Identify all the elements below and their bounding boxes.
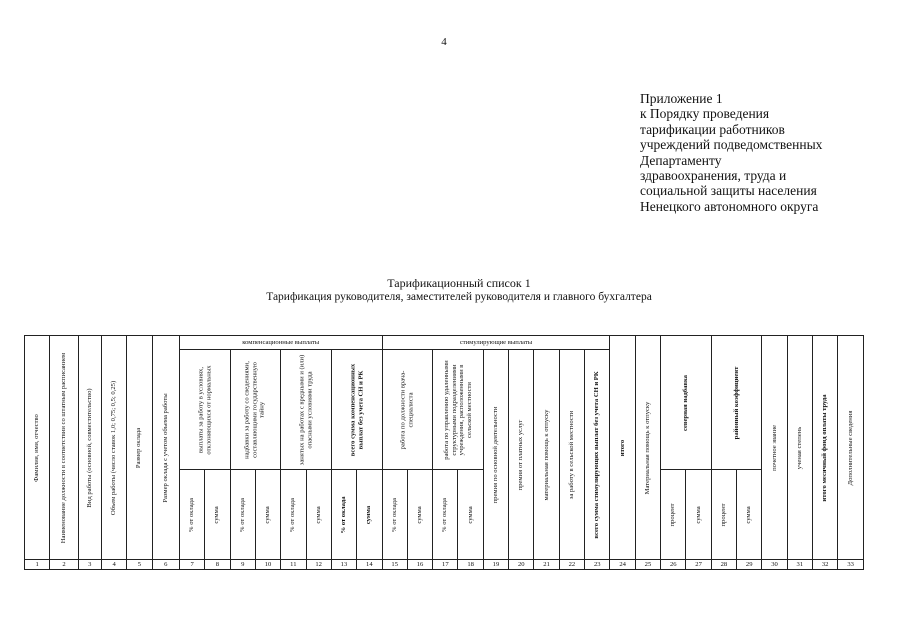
column-number: 25 [635, 560, 660, 570]
header-pct: % от оклада [281, 470, 306, 560]
column-number: 9 [230, 560, 255, 570]
header-comp-abnormal: выплаты за работу в условиях, отклоняющихся от нормальных [179, 350, 230, 470]
appendix-line: Департаменту [640, 152, 722, 168]
document-title: Тарификационный список 1 [387, 276, 531, 290]
header-honorary-title: почетное звание [762, 336, 787, 560]
column-number: 24 [610, 560, 635, 570]
header-salary-adjusted: Размер оклада с учетом объема работы [152, 336, 179, 560]
column-number: 3 [78, 560, 101, 570]
header-sum: сумма [306, 470, 331, 560]
column-number: 27 [686, 560, 711, 570]
header-district-coefficient: районный коэффициент [711, 336, 762, 470]
header-pct: % от оклада [382, 470, 407, 560]
tariff-table [24, 335, 864, 570]
header-work-type: Вид работы (основной, совместительство) [78, 336, 101, 560]
column-number: 14 [357, 560, 382, 570]
column-number: 31 [787, 560, 812, 570]
header-sum-total: сумма [357, 470, 382, 560]
column-number: 21 [534, 560, 559, 570]
appendix-line: Приложение 1 [640, 91, 723, 106]
header-pct: % от оклада [433, 470, 458, 560]
page-number: 4 [441, 36, 447, 48]
header-sum: сумма [255, 470, 280, 560]
column-number: 6 [152, 560, 179, 570]
column-number: 7 [179, 560, 204, 570]
column-number: 30 [762, 560, 787, 570]
header-academic-degree: ученая степень [787, 336, 812, 560]
column-number: 12 [306, 560, 331, 570]
header-stim-remote: работа по управлению удаленными структурными подразделениями учреждения, расположенными в сельской местности [433, 350, 484, 470]
column-number: 19 [483, 560, 508, 570]
header-sum: сумма [205, 470, 230, 560]
group-compensation: компенсационные выплаты [179, 336, 382, 350]
column-number: 33 [838, 560, 864, 570]
appendix-line: учреждений подведомственных [640, 137, 823, 153]
header-pct-total: % от оклада [331, 470, 356, 560]
column-number: 23 [585, 560, 610, 570]
header-total: итого [610, 336, 635, 560]
column-number: 1 [25, 560, 50, 570]
column-number: 16 [407, 560, 432, 570]
header-full-name: Фамилия, имя, отчество [25, 336, 50, 560]
column-number: 17 [433, 560, 458, 570]
header-stim-doctor: работа по должности врача-специалиста [382, 350, 433, 470]
header-sum: сумма [407, 470, 432, 560]
header-comp-harmful: занятых на работах с вредными и (или) опасными условиями труда [281, 350, 332, 470]
header-sum: сумма [458, 470, 483, 560]
header-additional-info: Дополнительные сведения [838, 336, 864, 560]
document-subtitle: Тарификация руководителя, заместителей руководителя и главного бухгалтера [266, 291, 652, 303]
header-material-aid: Материальная помощь к отпуску [635, 336, 660, 560]
appendix-line: тарификации работников [640, 121, 785, 137]
header-stim-total: всего сумма стимулирующих выплат без учета СН и РК [585, 350, 610, 560]
header-stim-bonus-main: премия по основной деятельности [483, 350, 508, 560]
header-north-percent: процент [661, 470, 686, 560]
header-stim-material-aid: материальная помощь к отпуску [534, 350, 559, 560]
column-numbers-row [25, 560, 864, 570]
header-district-percent: процент [711, 470, 736, 560]
appendix-line: к Порядку проведения [640, 106, 770, 122]
column-number: 29 [737, 560, 762, 570]
header-position: Наименование должности в соответствии со штатным расписанием [50, 336, 78, 560]
header-district-sum: сумма [737, 470, 762, 560]
column-number: 5 [127, 560, 152, 570]
group-stimulating: стимулирующие выплаты [382, 336, 610, 350]
header-work-volume: Объем работы (число ставок 1,0; 0,75; 0,5; 0,25) [101, 336, 126, 560]
header-comp-state-secret: надбавки за работу со сведениями, составляющими государственную тайну [230, 350, 281, 470]
column-number: 13 [331, 560, 356, 570]
header-pct: % от оклада [230, 470, 255, 560]
appendix-line: социальной защиты населения [640, 183, 817, 199]
appendix-line: здравоохранения, труда и [640, 168, 787, 184]
column-number: 26 [661, 560, 686, 570]
header-stim-rural: за работу в сельской местности [559, 350, 584, 560]
header-salary: Размер оклада [127, 336, 152, 560]
header-comp-total: всего сумма компенсационных выплат без учета СН и РК [331, 350, 382, 470]
column-number: 11 [281, 560, 306, 570]
appendix-block [640, 91, 890, 214]
header-monthly-fund: итого месячный фонд оплаты труда [812, 336, 837, 560]
column-number: 22 [559, 560, 584, 570]
column-number: 28 [711, 560, 736, 570]
column-number: 10 [255, 560, 280, 570]
column-number: 32 [812, 560, 837, 570]
header-north-allowance: северная надбавка [661, 336, 712, 470]
appendix-line: Ненецкого автономного округа [640, 198, 819, 214]
column-number: 20 [509, 560, 534, 570]
column-number: 18 [458, 560, 483, 570]
column-number: 2 [50, 560, 78, 570]
header-stim-bonus-paid: премия от платных услуг [509, 350, 534, 560]
column-number: 8 [205, 560, 230, 570]
column-number: 4 [101, 560, 126, 570]
header-pct: % от оклада [179, 470, 204, 560]
column-number: 15 [382, 560, 407, 570]
header-north-sum: сумма [686, 470, 711, 560]
